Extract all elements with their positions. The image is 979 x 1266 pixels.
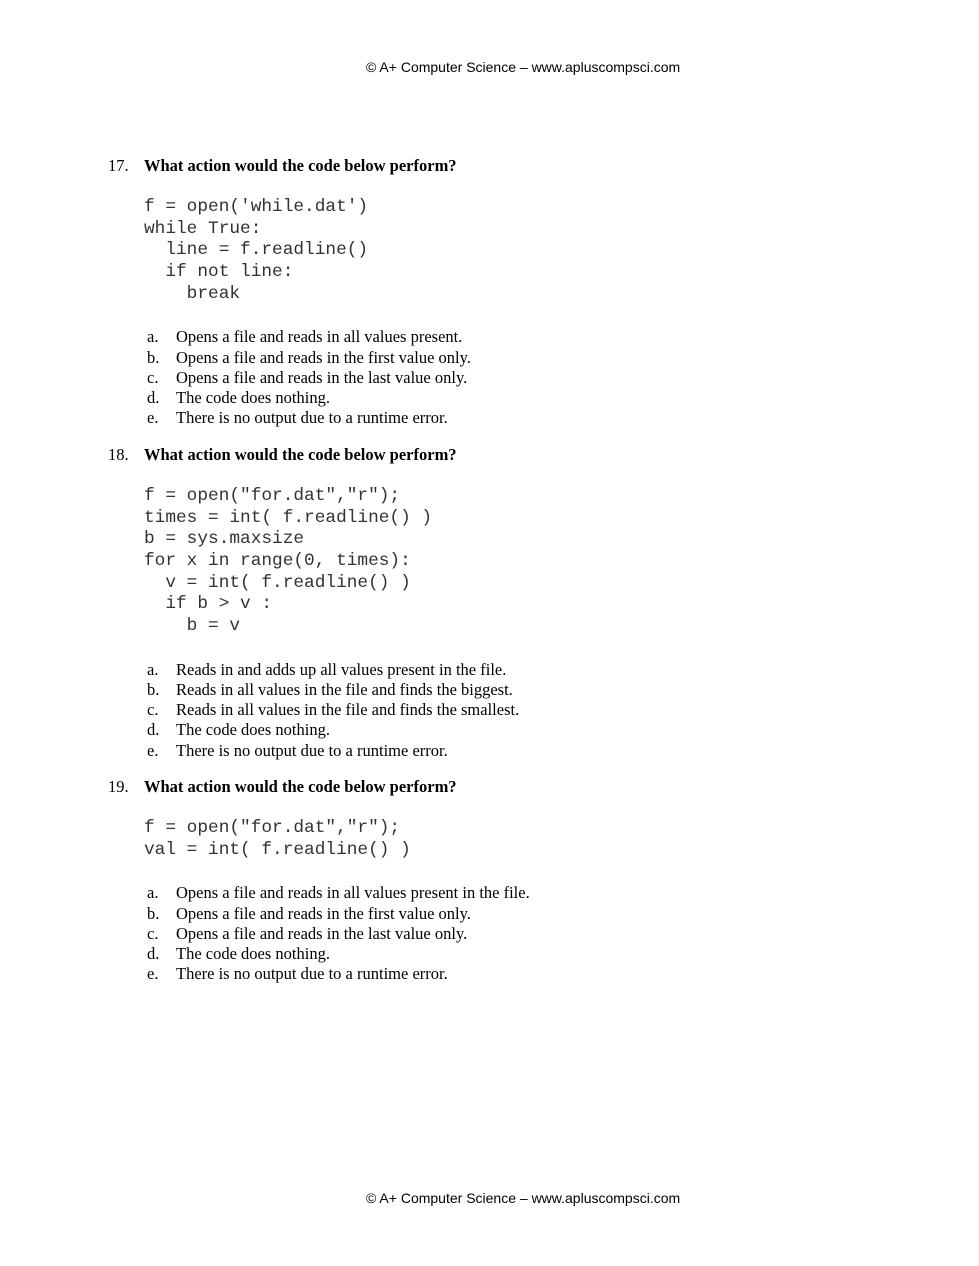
choice-text: There is no output due to a runtime error.	[176, 740, 448, 760]
choice-letter: c.	[147, 367, 159, 387]
choice-text: Opens a file and reads in all values present.	[176, 327, 463, 347]
choice-text: There is no output due to a runtime error.	[176, 964, 448, 984]
choice-letter: e.	[147, 408, 159, 428]
choice-letter: e.	[147, 740, 159, 760]
choice-letter: c.	[147, 700, 159, 720]
footer-copyright-text: © A+ Computer Science – www.apluscompsci.com	[366, 1190, 681, 1206]
answer-choice-a	[147, 327, 908, 347]
answer-choice-d	[147, 388, 908, 408]
question-header	[108, 777, 908, 797]
choice-text: The code does nothing.	[176, 720, 330, 740]
code-block	[144, 197, 908, 305]
choice-letter: a.	[147, 659, 159, 679]
question-number: 17.	[108, 156, 129, 175]
answer-choice-c	[147, 700, 908, 720]
choice-text: Reads in and adds up all values present in the file.	[176, 659, 507, 679]
choice-letter: e.	[147, 964, 159, 984]
answer-choice-e	[147, 408, 908, 428]
question-header	[108, 156, 908, 176]
code-line: if not line:	[144, 262, 294, 283]
code-line: f = open("for.dat","r");	[144, 486, 401, 506]
choice-letter: c.	[147, 923, 159, 943]
answer-choice-b	[147, 904, 908, 924]
choice-letter: d.	[147, 720, 160, 740]
answer-choice-e	[147, 741, 908, 761]
answer-choices	[147, 327, 908, 428]
question-header	[108, 445, 908, 465]
choice-letter: d.	[147, 388, 160, 407]
answer-choice-a	[147, 660, 908, 680]
answer-choice-e	[147, 964, 908, 984]
answer-choice-d	[147, 944, 908, 964]
question-18	[108, 445, 908, 761]
question-number: 19.	[108, 777, 129, 796]
question-prompt: What action would the code below perform?	[144, 156, 457, 175]
choice-letter: d.	[147, 943, 160, 963]
code-line: b = sys.maxsize	[144, 529, 305, 550]
answer-choices	[147, 883, 908, 984]
question-19	[108, 777, 908, 984]
code-line: b = v	[144, 616, 241, 637]
code-line: if b > v :	[144, 594, 273, 615]
code-line: times = int( f.readline() )	[144, 507, 433, 528]
question-prompt: What action would the code below perform?	[144, 777, 457, 796]
code-line: line = f.readline()	[144, 240, 369, 261]
choice-text: Reads in all values in the file and finds the biggest.	[176, 680, 513, 699]
code-line: for x in range(0, times):	[144, 551, 411, 572]
answer-choice-b	[147, 348, 908, 368]
choice-letter: a.	[147, 327, 159, 347]
answer-choice-a	[147, 883, 908, 903]
choice-text: Opens a file and reads in the first value only.	[176, 903, 471, 923]
answer-choice-d	[147, 720, 908, 740]
code-block	[144, 818, 908, 861]
choice-letter: b.	[147, 347, 160, 367]
choice-text: Opens a file and reads in the first value only.	[176, 347, 471, 367]
choice-text: Opens a file and reads in the last value only.	[176, 367, 468, 387]
choice-text: Reads in all values in the file and finds the smallest.	[176, 700, 520, 720]
choice-text: There is no output due to a runtime error.	[176, 408, 448, 428]
choice-text: The code does nothing.	[176, 388, 330, 407]
code-line: val = int( f.readline() )	[144, 839, 411, 860]
code-line: while True:	[144, 218, 262, 239]
answer-choices	[147, 660, 908, 761]
header-copyright-text: © A+ Computer Science – www.apluscompsci.com	[366, 59, 681, 75]
choice-letter: b.	[147, 903, 160, 923]
answer-choice-c	[147, 924, 908, 944]
question-number: 18.	[108, 445, 129, 464]
choice-text: Opens a file and reads in the last value only.	[176, 923, 468, 943]
choice-letter: b.	[147, 680, 160, 699]
code-line: break	[144, 283, 241, 304]
choice-letter: a.	[147, 883, 159, 903]
choice-text: The code does nothing.	[176, 943, 330, 963]
code-block	[144, 486, 908, 638]
answer-choice-c	[147, 368, 908, 388]
code-line: v = int( f.readline() )	[144, 572, 411, 593]
choice-text: Opens a file and reads in all values present in the file.	[176, 883, 530, 903]
code-line: f = open("for.dat","r");	[144, 818, 401, 838]
question-17	[108, 156, 908, 428]
question-prompt: What action would the code below perform?	[144, 445, 457, 464]
code-line: f = open('while.dat')	[144, 197, 369, 217]
answer-choice-b	[147, 680, 908, 700]
